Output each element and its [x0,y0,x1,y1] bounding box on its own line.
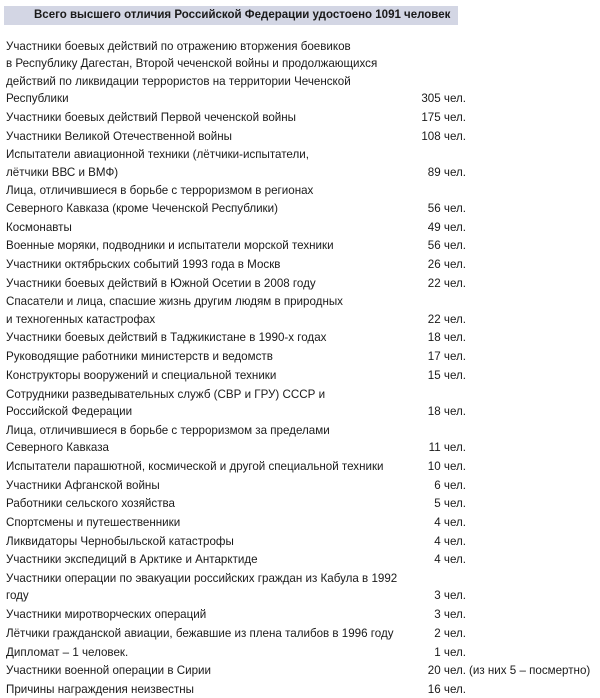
row-label: Участники боевых действий по отражению вторжения боевиков в Республику Дагестан, Второй чеченской войны и продолжающихся действий по ликвидации террористов на территории Чеченской Республики [6,40,378,106]
table-row [6,275,600,292]
row-count: 17 чел. [427,350,466,364]
row-label: Военные моряки, подводники и испытатели морской техники [6,239,334,253]
row-label: Конструкторы вооружений и специальной техники [6,368,277,382]
table-row [6,219,600,236]
row-label: Участники операции по эвакуации российских граждан из Кабула в 1992 году [6,572,398,603]
table-row [6,495,600,512]
row-label: Сотрудники разведывательных служб (СВР и ГРУ) СССР и Российской Федерации [6,387,326,418]
row-count: 4 чел. [434,534,466,548]
table-row [6,348,600,365]
row-count: 3 чел. [434,608,466,622]
table-row [6,109,600,126]
table-row [6,386,600,421]
row-count: 108 чел. [421,129,466,143]
row-count: 56 чел. [427,201,466,215]
row-count: 22 чел. [427,312,466,326]
awards-table [6,38,600,698]
row-label: Лица, отличившиеся в борьбе с терроризмом в регионах Северного Кавказа (кроме Чеченской Республики) [6,184,314,215]
table-row [6,533,600,550]
table-row [6,237,600,254]
row-count: 4 чел. [434,553,466,567]
row-count: 20 чел. [427,664,466,678]
table-row [6,182,600,217]
table-row [6,293,600,328]
row-label: Работники сельского хозяйства [6,497,175,511]
table-row [6,458,600,475]
table-row [6,256,600,273]
row-count: 18 чел. [427,331,466,345]
table-title-bar [4,6,458,25]
row-label: Дипломат – 1 человек. [6,645,129,659]
row-note: (из них 5 – посмертно) [469,664,591,678]
row-count: 15 чел. [427,368,466,382]
row-label: Участники боевых действий Первой чеченской войны [6,110,297,124]
row-count: 56 чел. [427,239,466,253]
row-count: 175 чел. [421,110,466,124]
row-count: 1 чел. [434,645,466,659]
table-row [6,681,600,698]
row-label: Космонавты [6,220,72,234]
table-row [6,606,600,623]
row-label: Испытатели парашютной, космической и другой специальной техники [6,459,384,473]
table-row [6,146,600,181]
table-row [6,514,600,531]
row-label: Причины награждения неизвестны [6,682,195,696]
table-row [6,570,600,605]
row-label: Участники боевых действий в Таджикистане в 1990-х годах [6,331,327,345]
row-label: Спасатели и лица, спасшие жизнь другим людям в природных и техногенных катастрофах [6,295,343,326]
table-row [6,477,600,494]
row-label: Участники Афганской войны [6,478,160,492]
row-label: Ликвидаторы Чернобыльской катастрофы [6,534,234,548]
row-label: Участники экспедиций в Арктике и Антарктиде [6,553,258,567]
row-count: 16 чел. [427,682,466,696]
row-count: 49 чел. [427,220,466,234]
row-label: Руководящие работники министерств и ведомств [6,350,273,364]
row-count: 4 чел. [434,515,466,529]
row-count: 305 чел. [421,92,466,106]
table-row [6,625,600,642]
row-count: 11 чел. [428,441,466,455]
row-label: Участники миротворческих операций [6,608,207,622]
row-count: 2 чел. [434,626,466,640]
table-row [6,662,600,679]
row-count: 18 чел. [427,404,466,418]
row-label: Участники военной операции в Сирии [6,664,211,678]
table-row [6,644,600,661]
row-label: Спортсмены и путешественники [6,515,181,529]
row-label: Лица, отличившиеся в борьбе с терроризмом за пределами Северного Кавказа [6,423,330,455]
table-row [6,38,600,108]
table-row [6,551,600,568]
row-count: 5 чел. [434,497,466,511]
row-count: 26 чел. [427,257,466,271]
table-row [6,128,600,145]
table-title: Всего высшего отличия Российской Федерации удостоено 1091 человек [34,9,451,21]
row-label: Участники боевых действий в Южной Осетии в 2008 году [6,276,316,290]
row-count: 89 чел. [427,165,466,179]
row-label: Участники октябрьских событий 1993 года в Москв [6,257,281,271]
table-row [6,422,600,457]
row-label: Испытатели авиационной техники (лётчики-испытатели, лётчики ВВС и ВМФ) [6,148,309,179]
row-count: 10 чел. [427,459,466,473]
row-label: Участники Великой Отечественной войны [6,129,232,143]
row-count: 22 чел. [427,276,466,290]
row-count: 6 чел. [434,478,466,492]
table-row [6,329,600,346]
row-label: Лётчики гражданской авиации, бежавшие из плена талибов в 1996 году [6,626,394,640]
table-row [6,367,600,384]
row-count: 3 чел. [434,589,466,603]
